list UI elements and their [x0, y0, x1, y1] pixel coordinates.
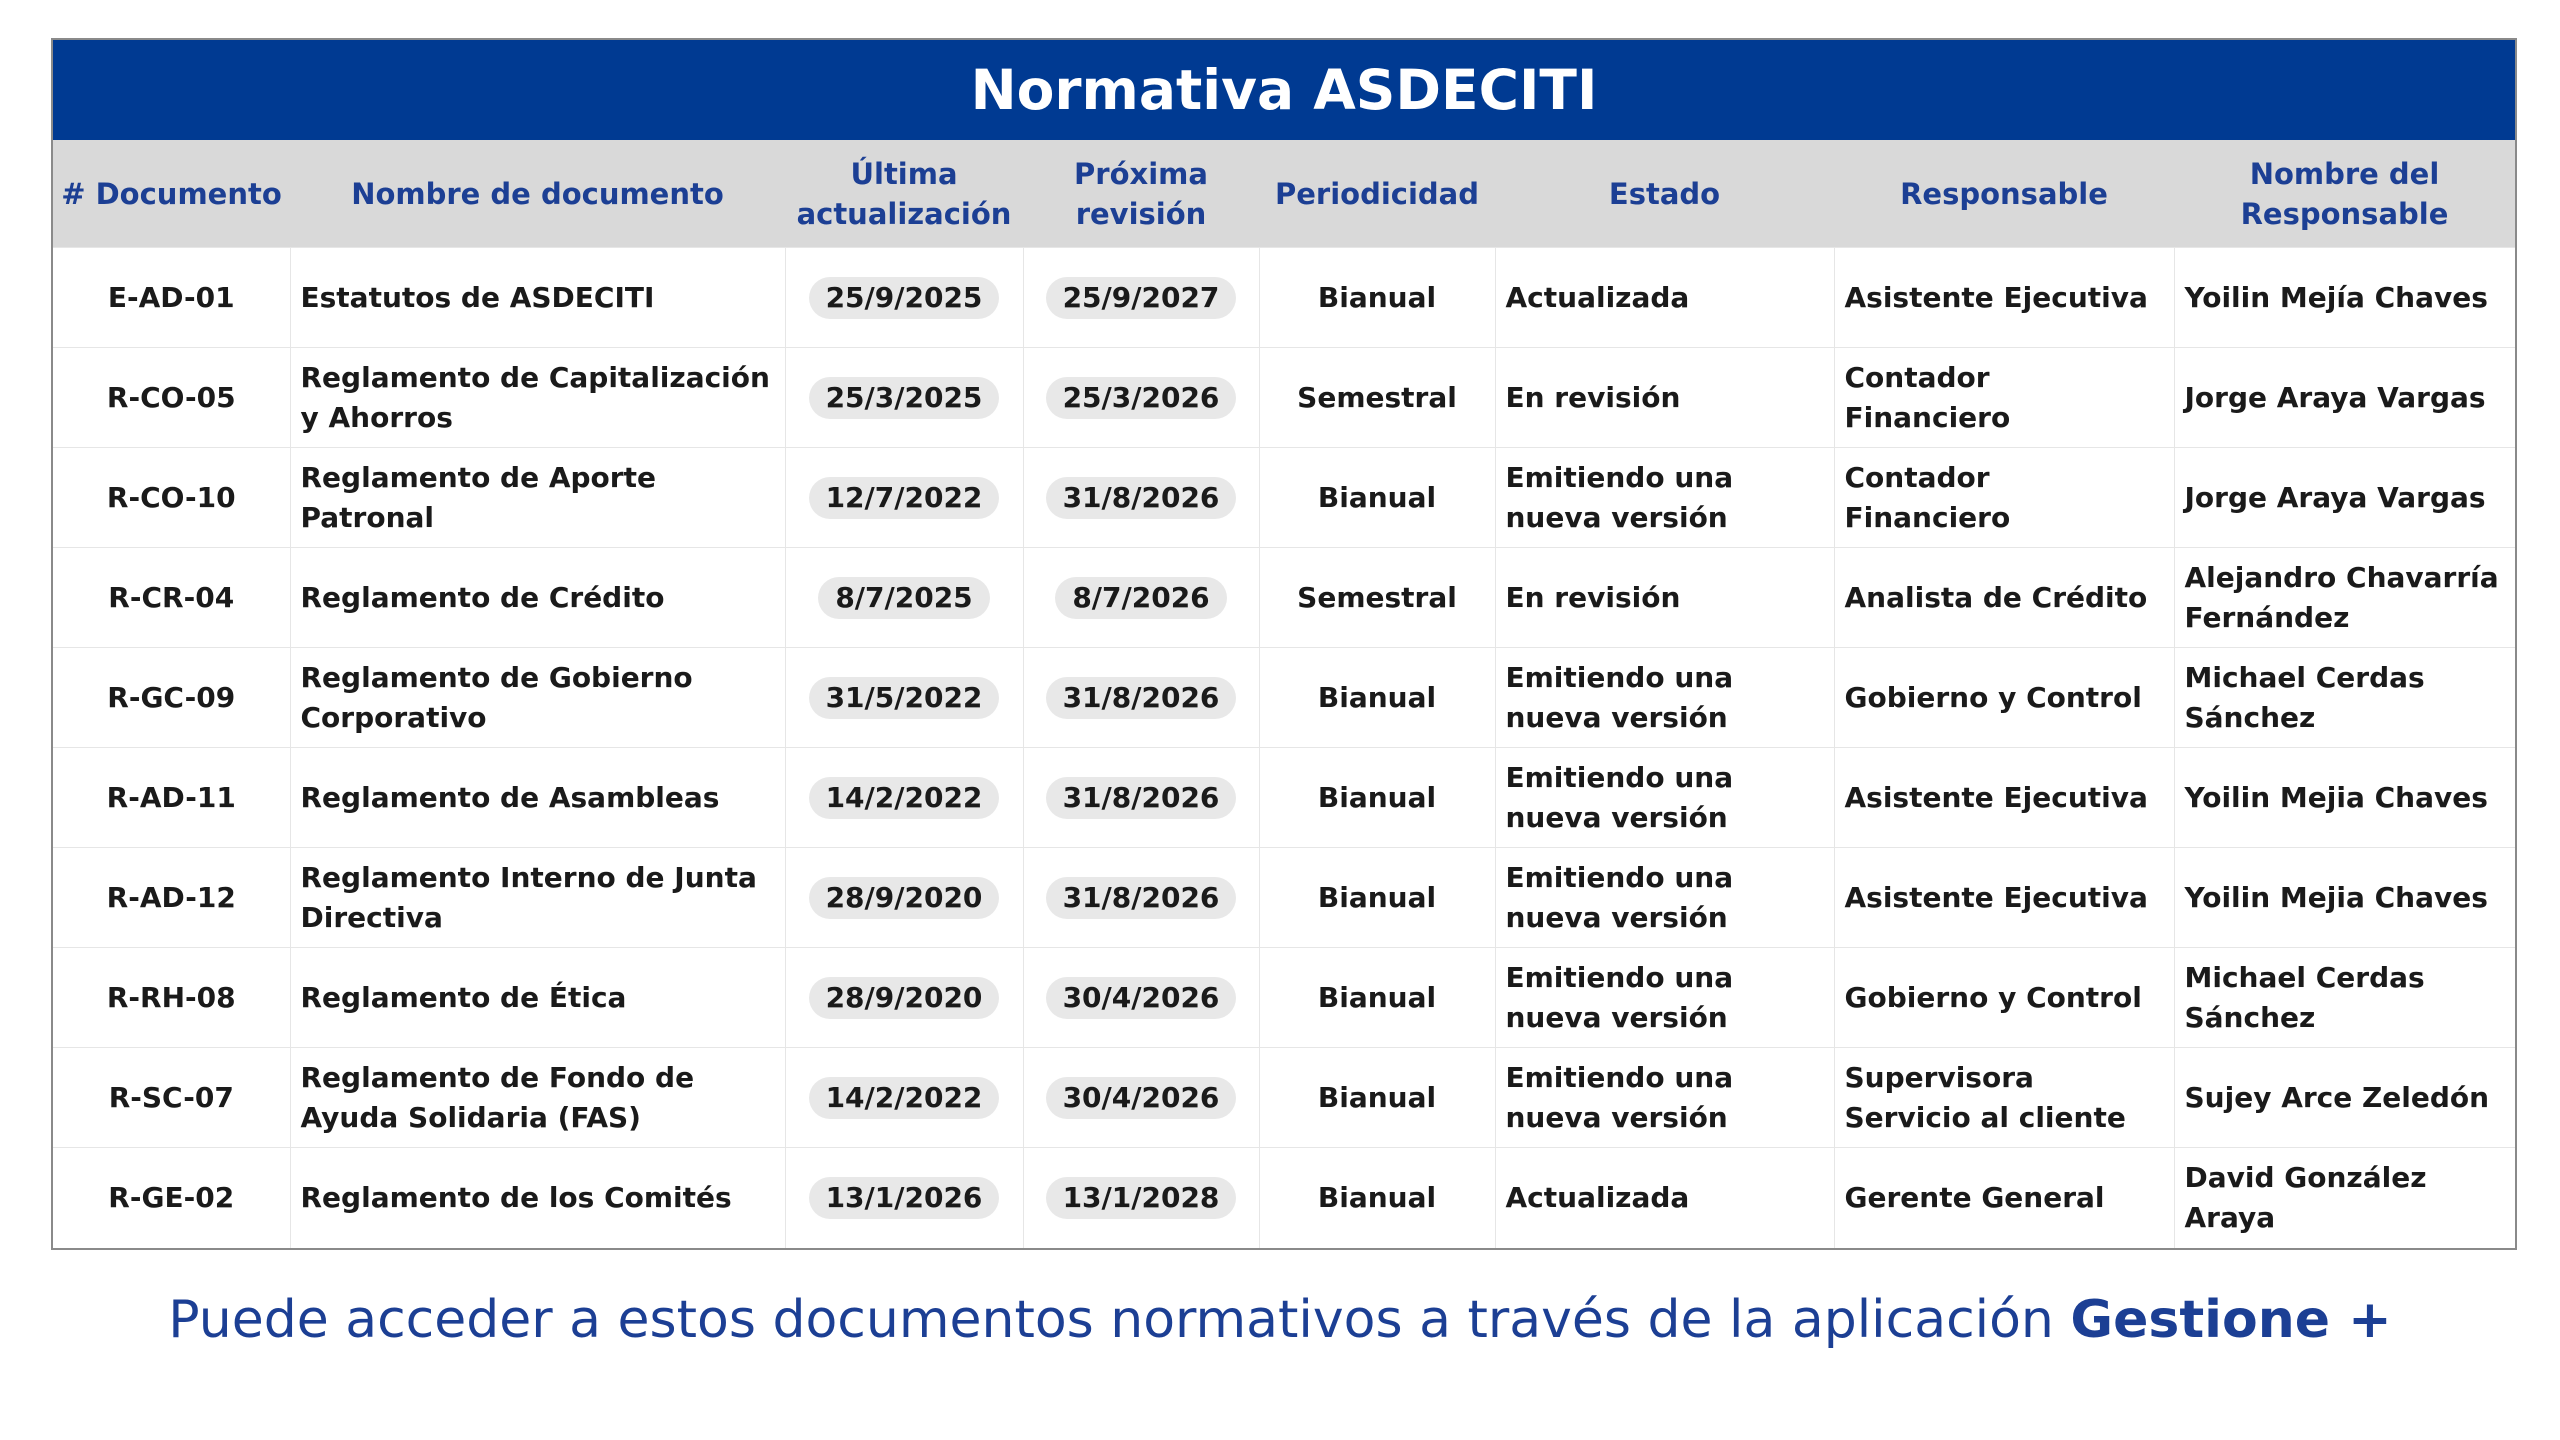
cell-nombre-documento: Reglamento de Asambleas: [290, 748, 785, 848]
table-row: [53, 248, 2515, 348]
cell-estado: En revisión: [1495, 348, 1834, 448]
cell-proxima-revision: [1023, 1148, 1259, 1248]
cell-proxima-revision: [1023, 848, 1259, 948]
column-header-estado: Estado: [1495, 140, 1834, 248]
cell-responsable: Asistente Ejecutiva: [1834, 848, 2174, 948]
date-badge: 14/2/2022: [809, 1077, 1000, 1119]
date-badge: 25/3/2025: [809, 377, 1000, 419]
cell-responsable: Contador Financiero: [1834, 448, 2174, 548]
cell-codigo: R-AD-11: [53, 748, 290, 848]
cell-estado: Actualizada: [1495, 248, 1834, 348]
cell-ultima-actualizacion: [785, 348, 1023, 448]
table-title: Normativa ASDECITI: [53, 40, 2515, 140]
cell-codigo: R-CO-10: [53, 448, 290, 548]
cell-codigo: R-RH-08: [53, 948, 290, 1048]
cell-ultima-actualizacion: [785, 548, 1023, 648]
cell-responsable: Supervisora Servicio al cliente: [1834, 1048, 2174, 1148]
cell-proxima-revision: [1023, 548, 1259, 648]
date-badge: 31/8/2026: [1046, 677, 1237, 719]
cell-periodicidad: Semestral: [1259, 548, 1495, 648]
cell-estado: Emitiendo una nueva versión: [1495, 648, 1834, 748]
cell-responsable: Gobierno y Control: [1834, 948, 2174, 1048]
cell-responsable: Gobierno y Control: [1834, 648, 2174, 748]
cell-periodicidad: Semestral: [1259, 348, 1495, 448]
table-header: [53, 140, 2515, 248]
cell-nombre-responsable: Sujey Arce Zeledón: [2174, 1048, 2515, 1148]
date-badge: 31/8/2026: [1046, 477, 1237, 519]
date-badge: 12/7/2022: [809, 477, 1000, 519]
cell-nombre-responsable: Jorge Araya Vargas: [2174, 448, 2515, 548]
cell-codigo: R-CO-05: [53, 348, 290, 448]
cell-periodicidad: Bianual: [1259, 648, 1495, 748]
cell-periodicidad: Bianual: [1259, 948, 1495, 1048]
date-badge: 25/3/2026: [1046, 377, 1237, 419]
normativa-table-container: [51, 38, 2517, 1250]
cell-proxima-revision: [1023, 748, 1259, 848]
column-header-ultima-actualizacion: Última actualización: [785, 140, 1023, 248]
date-badge: 28/9/2020: [809, 977, 1000, 1019]
date-badge: 13/1/2028: [1046, 1177, 1237, 1219]
date-badge: 8/7/2025: [818, 577, 989, 619]
cell-ultima-actualizacion: [785, 648, 1023, 748]
date-badge: 8/7/2026: [1055, 577, 1226, 619]
cell-nombre-responsable: Michael Cerdas Sánchez: [2174, 948, 2515, 1048]
table-row: [53, 748, 2515, 848]
cell-periodicidad: Bianual: [1259, 248, 1495, 348]
date-badge: 25/9/2025: [809, 277, 1000, 319]
cell-responsable: Asistente Ejecutiva: [1834, 748, 2174, 848]
cell-nombre-responsable: Yoilin Mejia Chaves: [2174, 748, 2515, 848]
cell-responsable: Contador Financiero: [1834, 348, 2174, 448]
cell-codigo: R-AD-12: [53, 848, 290, 948]
date-badge: 28/9/2020: [809, 877, 1000, 919]
cell-nombre-documento: Estatutos de ASDECITI: [290, 248, 785, 348]
column-header-documento: # Documento: [53, 140, 290, 248]
cell-proxima-revision: [1023, 248, 1259, 348]
cell-nombre-documento: Reglamento de Fondo de Ayuda Solidaria (FAS): [290, 1048, 785, 1148]
table-row: [53, 548, 2515, 648]
cell-ultima-actualizacion: [785, 448, 1023, 548]
column-header-responsable: Responsable: [1834, 140, 2174, 248]
cell-nombre-responsable: Alejandro Chavarría Fernández: [2174, 548, 2515, 648]
cell-responsable: Analista de Crédito: [1834, 548, 2174, 648]
cell-codigo: E-AD-01: [53, 248, 290, 348]
cell-periodicidad: Bianual: [1259, 848, 1495, 948]
cell-estado: Emitiendo una nueva versión: [1495, 848, 1834, 948]
table-row: [53, 1148, 2515, 1248]
date-badge: 30/4/2026: [1046, 977, 1237, 1019]
cell-proxima-revision: [1023, 448, 1259, 548]
date-badge: 13/1/2026: [809, 1177, 1000, 1219]
column-header-nombre-documento: Nombre de documento: [290, 140, 785, 248]
cell-responsable: Asistente Ejecutiva: [1834, 248, 2174, 348]
cell-ultima-actualizacion: [785, 1148, 1023, 1248]
cell-codigo: R-GC-09: [53, 648, 290, 748]
table-row: [53, 448, 2515, 548]
cell-periodicidad: Bianual: [1259, 448, 1495, 548]
date-badge: 25/9/2027: [1046, 277, 1237, 319]
cell-codigo: R-CR-04: [53, 548, 290, 648]
date-badge: 31/8/2026: [1046, 877, 1237, 919]
cell-codigo: R-GE-02: [53, 1148, 290, 1248]
cell-nombre-documento: Reglamento de Ética: [290, 948, 785, 1048]
cell-proxima-revision: [1023, 1048, 1259, 1148]
cell-nombre-documento: Reglamento de Gobierno Corporativo: [290, 648, 785, 748]
date-badge: 14/2/2022: [809, 777, 1000, 819]
footer-text: Puede acceder a estos documentos normativos a través de la aplicación: [168, 1290, 2054, 1350]
cell-estado: Emitiendo una nueva versión: [1495, 448, 1834, 548]
cell-estado: Emitiendo una nueva versión: [1495, 748, 1834, 848]
cell-nombre-responsable: Yoilin Mejía Chaves: [2174, 248, 2515, 348]
normativa-table: [53, 140, 2515, 1248]
cell-estado: Emitiendo una nueva versión: [1495, 948, 1834, 1048]
cell-ultima-actualizacion: [785, 948, 1023, 1048]
column-header-nombre-responsable: Nombre del Responsable: [2174, 140, 2515, 248]
table-body: [53, 248, 2515, 1248]
column-header-periodicidad: Periodicidad: [1259, 140, 1495, 248]
table-row: [53, 648, 2515, 748]
date-badge: 31/8/2026: [1046, 777, 1237, 819]
cell-periodicidad: Bianual: [1259, 1148, 1495, 1248]
table-row: [53, 948, 2515, 1048]
cell-nombre-documento: Reglamento de los Comités: [290, 1148, 785, 1248]
cell-nombre-responsable: Jorge Araya Vargas: [2174, 348, 2515, 448]
cell-nombre-documento: Reglamento de Capitalización y Ahorros: [290, 348, 785, 448]
cell-ultima-actualizacion: [785, 748, 1023, 848]
date-badge: 31/5/2022: [809, 677, 1000, 719]
table-row: [53, 348, 2515, 448]
cell-estado: Emitiendo una nueva versión: [1495, 1048, 1834, 1148]
footer-note: [0, 1290, 2560, 1350]
cell-nombre-responsable: Yoilin Mejia Chaves: [2174, 848, 2515, 948]
cell-nombre-responsable: Michael Cerdas Sánchez: [2174, 648, 2515, 748]
cell-proxima-revision: [1023, 648, 1259, 748]
cell-responsable: Gerente General: [1834, 1148, 2174, 1248]
cell-codigo: R-SC-07: [53, 1048, 290, 1148]
cell-ultima-actualizacion: [785, 248, 1023, 348]
cell-ultima-actualizacion: [785, 1048, 1023, 1148]
date-badge: 30/4/2026: [1046, 1077, 1237, 1119]
cell-estado: En revisión: [1495, 548, 1834, 648]
cell-nombre-documento: Reglamento de Aporte Patronal: [290, 448, 785, 548]
cell-estado: Actualizada: [1495, 1148, 1834, 1248]
footer-app-name: Gestione +: [2070, 1290, 2392, 1350]
table-row: [53, 1048, 2515, 1148]
cell-proxima-revision: [1023, 348, 1259, 448]
table-row: [53, 848, 2515, 948]
cell-ultima-actualizacion: [785, 848, 1023, 948]
cell-periodicidad: Bianual: [1259, 1048, 1495, 1148]
cell-proxima-revision: [1023, 948, 1259, 1048]
column-header-proxima-revision: Próxima revisión: [1023, 140, 1259, 248]
cell-nombre-documento: Reglamento Interno de Junta Directiva: [290, 848, 785, 948]
cell-nombre-documento: Reglamento de Crédito: [290, 548, 785, 648]
cell-periodicidad: Bianual: [1259, 748, 1495, 848]
cell-nombre-responsable: David González Araya: [2174, 1148, 2515, 1248]
